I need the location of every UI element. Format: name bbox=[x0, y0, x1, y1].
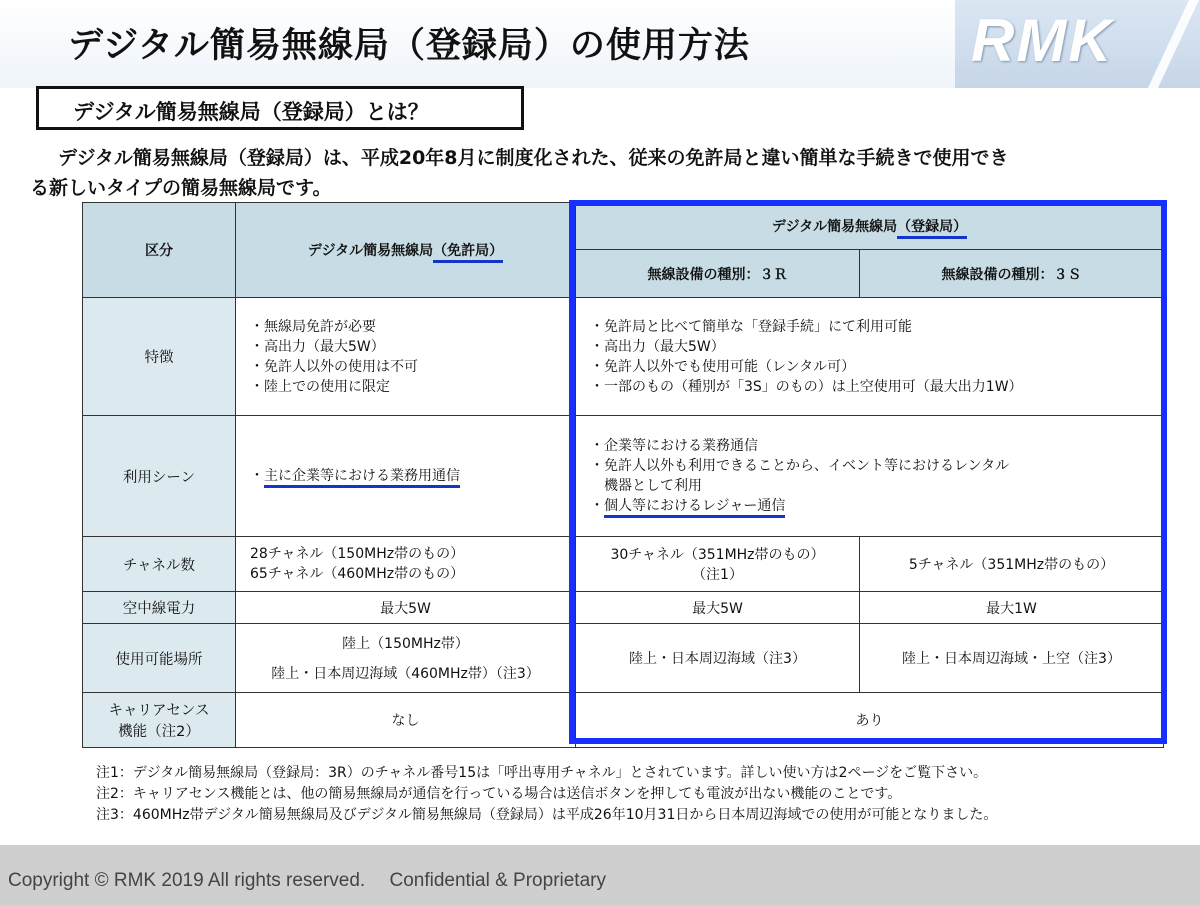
logo-text: RMK bbox=[971, 7, 1114, 74]
usage-registered bbox=[576, 416, 1164, 537]
channels-licensed-line: 65チャネル（460MHz帯のもの） bbox=[250, 566, 465, 582]
row-label-features: 特徴 bbox=[83, 298, 236, 416]
header-category: 区分 bbox=[83, 203, 236, 298]
header-registered bbox=[576, 203, 1164, 250]
intro-line-1: デジタル簡易無線局（登録局）は、平成20年8月に制度化された、従来の免許局と違い簡単な手続きで使用でき bbox=[58, 147, 1009, 169]
logo-slash-decoration bbox=[1142, 0, 1200, 88]
channels-3r-line: 30チャネル（351MHz帯のもの） bbox=[610, 547, 825, 563]
channels-3s: 5チャネル（351MHz帯のもの） bbox=[860, 537, 1164, 592]
features-licensed-item: ・無線局免許が必要 bbox=[250, 318, 376, 335]
header-registered-tag: （登録局） bbox=[897, 219, 967, 239]
usage-licensed bbox=[236, 416, 576, 537]
header-licensed bbox=[236, 203, 576, 298]
usage-registered-item: ・企業等における業務通信 bbox=[590, 438, 758, 454]
location-licensed bbox=[236, 624, 576, 693]
row-label-carrier-sense bbox=[83, 693, 236, 748]
power-3s: 最大1W bbox=[860, 592, 1164, 624]
header-type-3r: 無線設備の種別：３Ｒ bbox=[576, 250, 860, 298]
carrier-sense-registered: あり bbox=[576, 693, 1164, 748]
features-registered-item: ・高出力（最大5W） bbox=[590, 338, 725, 355]
footnotes bbox=[96, 763, 997, 826]
location-licensed-line: 陸上（150MHz帯） bbox=[342, 636, 469, 652]
footer-copyright: Copyright © RMK 2019 All rights reserved. Confidential & Proprietary bbox=[8, 870, 606, 891]
row-label-channels: チャネル数 bbox=[83, 537, 236, 592]
features-registered-item: ・免許局と比べて簡単な「登録手続」にて利用可能 bbox=[590, 318, 912, 335]
comparison-table bbox=[82, 202, 1164, 748]
location-licensed-line: 陸上・日本周辺海域（460MHz帯）（注3） bbox=[271, 666, 540, 682]
section-heading: デジタル簡易無線局（登録局）とは？ bbox=[36, 86, 524, 130]
usage-registered-last-text: 個人等におけるレジャー通信 bbox=[604, 498, 785, 518]
carrier-sense-label-line: 機能（注2） bbox=[118, 724, 200, 740]
footnote: 注3：460MHz帯デジタル簡易無線局及びデジタル簡易無線局（登録局）は平成26年10月31日から日本周辺海域での使用が可能となりました。 bbox=[96, 807, 998, 823]
header-registered-prefix: デジタル簡易無線局 bbox=[771, 219, 898, 235]
features-licensed-item: ・免許人以外の使用は不可 bbox=[250, 358, 418, 375]
footnote: 注1：デジタル簡易無線局（登録局：3R）のチャネル番号15は「呼出専用チャネル」とされています。詳しい使い方は2ページをご覧下さい。 bbox=[96, 765, 988, 781]
intro-paragraph bbox=[30, 143, 1170, 203]
usage-registered-item: ・免許人以外も利用できることから、イベント等におけるレンタル bbox=[590, 458, 1010, 474]
channels-licensed-line: 28チャネル（150MHz帯のもの） bbox=[250, 546, 465, 562]
row-label-power: 空中線電力 bbox=[83, 592, 236, 624]
header-type-3s: 無線設備の種別：３Ｓ bbox=[860, 250, 1164, 298]
channels-3r bbox=[576, 537, 860, 592]
features-registered bbox=[576, 298, 1164, 416]
usage-registered-item-last bbox=[590, 496, 1163, 516]
features-licensed-item: ・高出力（最大5W） bbox=[250, 338, 385, 355]
header-licensed-prefix: デジタル簡易無線局 bbox=[307, 243, 434, 259]
footnote: 注2：キャリアセンス機能とは、他の簡易無線局が通信を行っている場合は送信ボタンを押しても電波が出ない機能のことです。 bbox=[96, 786, 902, 802]
power-licensed: 最大5W bbox=[236, 592, 576, 624]
location-3s: 陸上・日本周辺海域・上空（注3） bbox=[860, 624, 1164, 693]
header-licensed-tag: （免許局） bbox=[433, 243, 503, 263]
carrier-sense-label-line: キャリアセンス bbox=[108, 703, 210, 719]
features-registered-item: ・免許人以外でも使用可能（レンタル可） bbox=[590, 358, 856, 375]
carrier-sense-licensed: なし bbox=[236, 693, 576, 748]
usage-registered-item: 機器として利用 bbox=[590, 478, 702, 494]
page-title: デジタル簡易無線局（登録局）の使用方法 bbox=[68, 26, 750, 66]
usage-registered-last-bullet: ・ bbox=[590, 498, 604, 514]
features-licensed bbox=[236, 298, 576, 416]
footer-bar bbox=[0, 845, 1200, 905]
features-licensed-item: ・陸上での使用に限定 bbox=[250, 378, 390, 395]
usage-licensed-bullet: ・ bbox=[250, 468, 264, 484]
channels-licensed bbox=[236, 537, 576, 592]
features-registered-item: ・一部のもの（種別が「3S」のもの）は上空使用可（最大出力1W） bbox=[590, 378, 1023, 395]
rmk-logo bbox=[955, 0, 1200, 88]
power-3r: 最大5W bbox=[576, 592, 860, 624]
row-label-location: 使用可能場所 bbox=[83, 624, 236, 693]
location-3r: 陸上・日本周辺海域（注3） bbox=[576, 624, 860, 693]
channels-3r-note: （注1） bbox=[692, 567, 743, 583]
row-label-usage: 利用シーン bbox=[83, 416, 236, 537]
intro-line-2: る新しいタイプの簡易無線局です。 bbox=[30, 177, 332, 199]
usage-licensed-text: 主に企業等における業務用通信 bbox=[264, 468, 460, 488]
